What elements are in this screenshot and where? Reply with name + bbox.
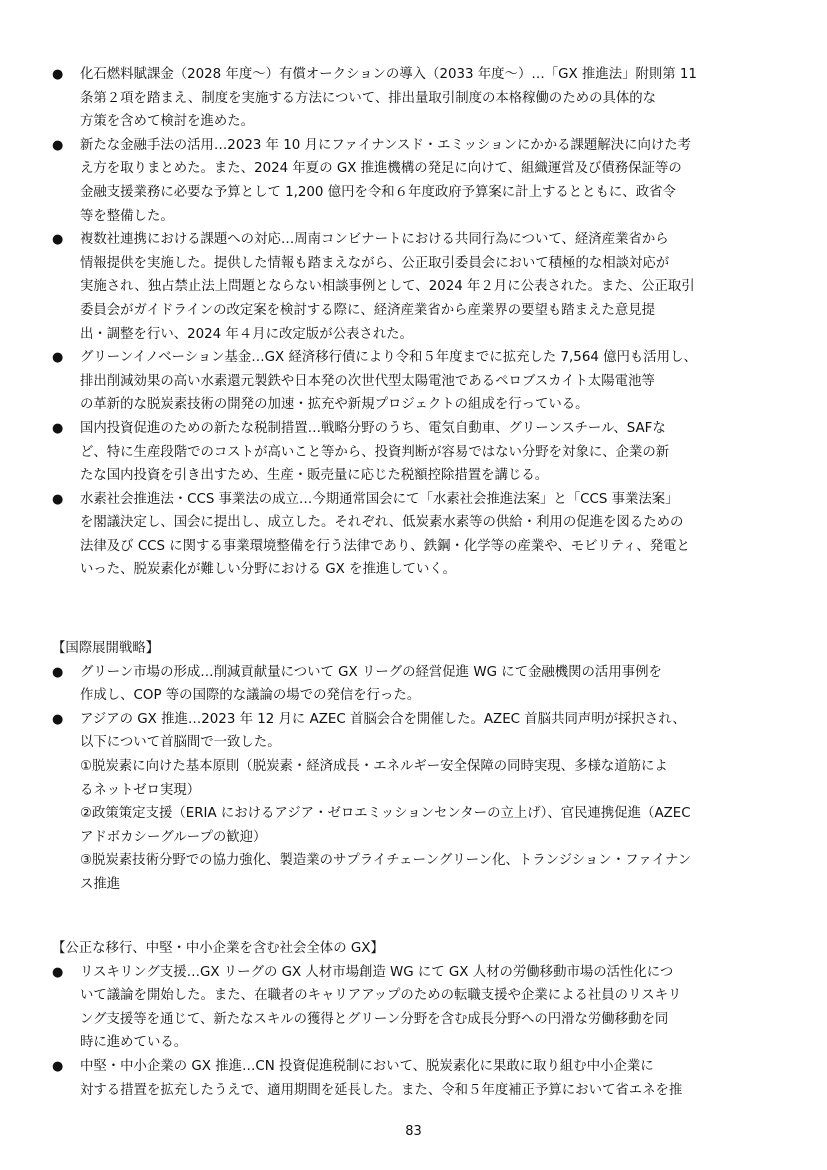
paragraph-line: 新たな金融手法の活用…2023 年 10 月にファイナンスド・エミッションにかかる課題解決に向けた考 xyxy=(80,137,692,153)
paragraph-line: グリーン市場の形成…削減貢献量について GX リーグの経営促進 WG にて金融機関の活用事例を xyxy=(80,664,662,680)
bullet-icon: ● xyxy=(52,350,64,366)
paragraph-line: 作成し、COP 等の国際的な議論の場での発信を行った。 xyxy=(80,688,421,704)
paragraph-line: 複数社連携における課題への対応…周南コンビナートにおける共同行為について、経済産業省から xyxy=(80,232,669,248)
paragraph-line: ③脱炭素技術分野での協力強化、製造業のサプライチェーングリーン化、トランジション・ファイナン xyxy=(80,853,692,869)
paragraph-line: の革新的な脱炭素技術の開発の加速・拡充や新規プロジェクトの組成を行っている。 xyxy=(80,397,589,413)
list-item xyxy=(52,488,782,582)
bullet-icon: ● xyxy=(52,711,64,727)
paragraph-line: ど、特に生産段階でのコストが高いこと等から、投資判断が容易ではない分野を対象に、企業の新 xyxy=(80,444,670,460)
paragraph-line: 法律及び CCS に関する事業環境整備を行う法律であり、鉄鋼・化学等の産業や、モビリティ、発電と xyxy=(80,538,690,554)
paragraph-line: いて議論を開始した。また、在職者のキャリアアップのための転職支援や企業による社員のリスキリ xyxy=(80,988,682,1004)
paragraph-line: 等を整備した。 xyxy=(80,208,174,224)
paragraph-line: 対する措置を拡充したうえで、適用期間を延長した。また、令和５年度補正予算において省エネを推 xyxy=(80,1082,683,1098)
list-item xyxy=(52,961,782,1055)
paragraph-line: 排出削減効果の高い水素還元製鉄や日本発の次世代型太陽電池であるペロブスカイト太陽電池等 xyxy=(80,373,655,389)
paragraph-line: アドボカシーグループの歓迎） xyxy=(80,829,267,845)
bullet-icon: ● xyxy=(52,420,64,436)
list-item xyxy=(52,134,782,228)
page-number: 83 xyxy=(405,1124,422,1139)
list-item xyxy=(52,708,782,897)
paragraph-line: たな国内投資を引き出すため、生産・販売量に応じた税額控除措置を講じる。 xyxy=(80,468,549,484)
paragraph-line: ①脱炭素に向けた基本原則（脱炭素・経済成長・エネルギー安全保障の同時実現、多様な道筋によ xyxy=(80,758,668,774)
bullet-icon: ● xyxy=(52,964,64,980)
paragraph-line: 金融支援業務に必要な予算として 1,200 億円を令和６年度政府予算案に計上するとともに、政省令 xyxy=(80,184,676,200)
paragraph-line: グリーンイノベーション基金…GX 経済移行債により令和５年度までに拡充した 7,564 億円も活用し、 xyxy=(80,350,697,366)
paragraph-line: リスキリング支援…GX リーグの GX 人材市場創造 WG にて GX 人材の労働移動市場の活性化につ xyxy=(80,964,674,980)
paragraph-line: 時に進めている。 xyxy=(80,1035,188,1051)
list-item xyxy=(52,228,782,346)
paragraph-line: ス推進 xyxy=(80,876,121,892)
paragraph-line: 情報提供を実施した。提供した情報も踏まえながら、公正取引委員会において積極的な相談対応が xyxy=(80,255,670,271)
paragraph-line: アジアの GX 推進…2023 年 12 月に AZEC 首脳会合を開催した。AZEC 首脳共同声明が採択され、 xyxy=(80,711,686,727)
paragraph-line: ②政策策定支援（ERIA におけるアジア・ゼロエミッションセンターの立上げ）、官民連携促進（AZEC xyxy=(80,806,691,822)
paragraph-line: いった、脱炭素化が難しい分野における GX を推進していく。 xyxy=(80,562,456,578)
list-item xyxy=(52,417,782,488)
bullet-icon: ● xyxy=(52,232,64,248)
list-item xyxy=(52,63,782,134)
section-heading: 【公正な移行、中堅・中小企業を含む社会全体の GX】 xyxy=(52,941,384,956)
paragraph-line: 条第２項を踏まえ、制度を実施する方法について、排出量取引制度の本格稼働のための具体的な xyxy=(80,90,657,106)
paragraph-line: 国内投資促進のための新たな税制措置…戦略分野のうち、電気自動車、グリーンスチール、SAFな xyxy=(80,420,666,436)
list-item xyxy=(52,1055,782,1102)
paragraph-line: 以下について首脳間で一致した。 xyxy=(80,735,281,751)
paragraph-line: 実施され、独占禁止法上問題とならない相談事例として、2024 年２月に公表された。また、公正取引 xyxy=(80,279,695,295)
bullet-icon: ● xyxy=(52,137,64,153)
paragraph-line: るネットゼロ実現） xyxy=(80,782,201,798)
gx-measures-list xyxy=(52,63,782,582)
paragraph-line: 出・調整を行い、2024 年４月に改定版が公表された。 xyxy=(80,326,413,342)
paragraph-line: 化石燃料賦課金（2028 年度～）有償オークションの導入（2033 年度～）…「GX 推進法」附則第 11 xyxy=(80,67,697,82)
paragraph-line: ング支援等を通じて、新たなスキルの獲得とグリーン分野を含む成長分野への円滑な労働移動を同 xyxy=(80,1011,669,1027)
paragraph-line: 水素社会推進法・CCS 事業法の成立…今期通常国会にて「水素社会推進法案」と「CCS 事業法案」 xyxy=(80,491,679,507)
paragraph-line: 委員会がガイドラインの改定案を検討する際に、経済産業省から産業界の要望も踏まえた意見提 xyxy=(80,302,655,318)
paragraph-line: を閣議決定し、国会に提出し、成立した。それぞれ、低炭素水素等の供給・利用の促進を図るための xyxy=(80,515,684,531)
just-transition-section xyxy=(52,937,782,1102)
paragraph-line: 中堅・中小企業の GX 推進…CN 投資促進税制において、脱炭素化に果敢に取り組む中小企業に xyxy=(80,1058,654,1074)
bullet-icon: ● xyxy=(52,1058,64,1074)
list-item xyxy=(52,661,782,708)
bullet-icon: ● xyxy=(52,664,64,680)
bullet-icon: ● xyxy=(52,67,64,82)
section-heading: 【国際展開戦略】 xyxy=(52,641,160,656)
paragraph-line: 方策を含めて検討を進めた。 xyxy=(80,114,255,130)
bullet-icon: ● xyxy=(52,491,64,507)
international-strategy-section xyxy=(52,637,782,897)
list-item xyxy=(52,346,782,417)
paragraph-line: え方を取りまとめた。また、2024 年夏の GX 推進機構の発足に向けて、組織運営及び債務保証等の xyxy=(80,161,682,177)
